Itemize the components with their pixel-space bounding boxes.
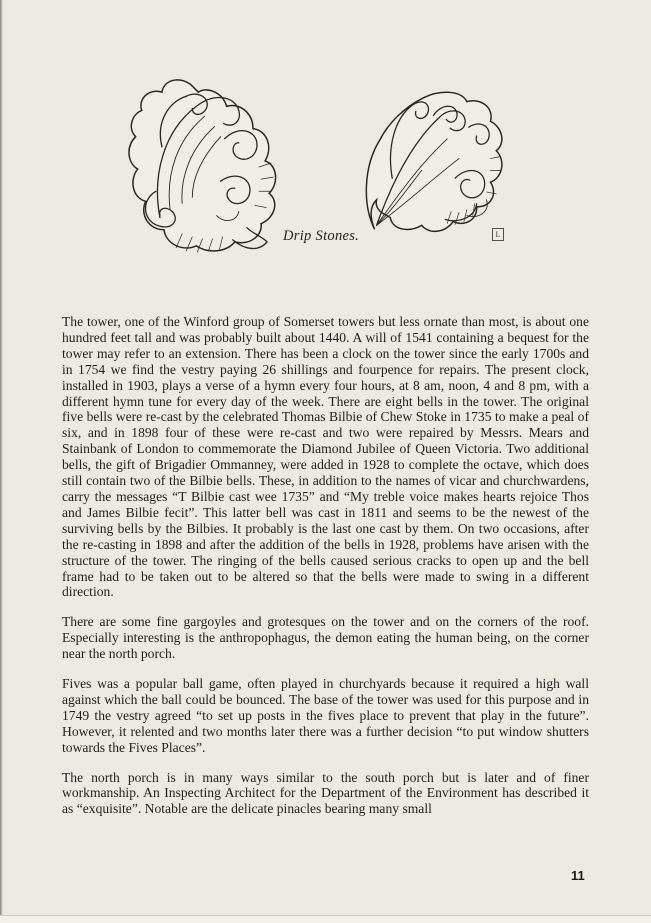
scan-edge-bottom — [0, 915, 651, 923]
page-number: 11 — [571, 868, 585, 883]
page-body — [62, 314, 589, 831]
engraver-monogram-icon: L — [492, 228, 504, 241]
body-paragraph-tower-bells: The tower, one of the Winford group of Somerset towers but less ornate than most, is about one hundred feet tall and was probably built about 1440. A will of 1541 containing a bequest for the tower may refer to an extension. There has been a clock on the tower since the early 1700s and in 1754 we find the vestry paying 26 shillings and fourpence for repairs. The present clock, installed in 1903, plays a verse of a hymn every four hours, at 8 am, noon, 4 and 8 pm, with a different hymn tune for every day of the week. There are eight bells in the tower. The original five bells were re-cast by the celebrated Thomas Bilbie of Chew Stoke in 1735 to make a peal of six, and in 1898 four of these were re-cast and two were repaired by Messrs. Mears and Stainbank of London to commemorate the Diamond Jubilee of Queen Victoria. Two additional bells, the gift of Brigadier Ommanney, were added in 1928 to complete the octave, which does still contain two of the Bilbie bells. These, in addition to the names of vicar and churchwardens, carry the messages “T Bilbie cast wee 1735” and “My treble voice makes hearts rejoice Thos and James Bilbie fecit”. This latter bell was cast in 1811 and seems to be the newest of the surviving bells by the Bilbies. It probably is the last one cast by them. On two occasions, after the re-casting in 1898 and after the addition of the bells in 1928, problems have arisen with the structure of the tower. The ringing of the bells caused serious cracks to open up and the bell frame had to be taken out to be altered so that the bells were made to swing in a different direction. — [62, 314, 589, 600]
figure-caption: Drip Stones. — [283, 228, 360, 244]
body-paragraph-north-porch: The north porch is in many ways similar to the south porch but is later and of finer workmanship. An Inspecting Architect for the Department of the Environment has described it as “exquisite”. Notable are the delicate pinacles bearing many small — [62, 769, 589, 817]
scan-edge-left — [0, 0, 3, 923]
drip-stone-left-illustration — [123, 74, 301, 256]
drip-stone-right-illustration — [351, 82, 513, 244]
body-paragraph-gargoyles: There are some fine gargoyles and grotesques on the tower and on the corners of the roof. Especially interesting is the anthropophagus, the demon eating the human being, on the corner near the north porch. — [62, 614, 589, 662]
drip-stones-figure — [115, 70, 535, 262]
body-paragraph-fives: Fives was a popular ball game, often played in churchyards because it required a high wall against which the ball could be bounced. The base of the tower was used for this purpose and in 1749 the vestry agreed “to set up posts in the fives place to prevent that play in the future”. However, it relented and two months later there was a further decision “to put window shutters towards the Fives Places”. — [62, 676, 589, 755]
